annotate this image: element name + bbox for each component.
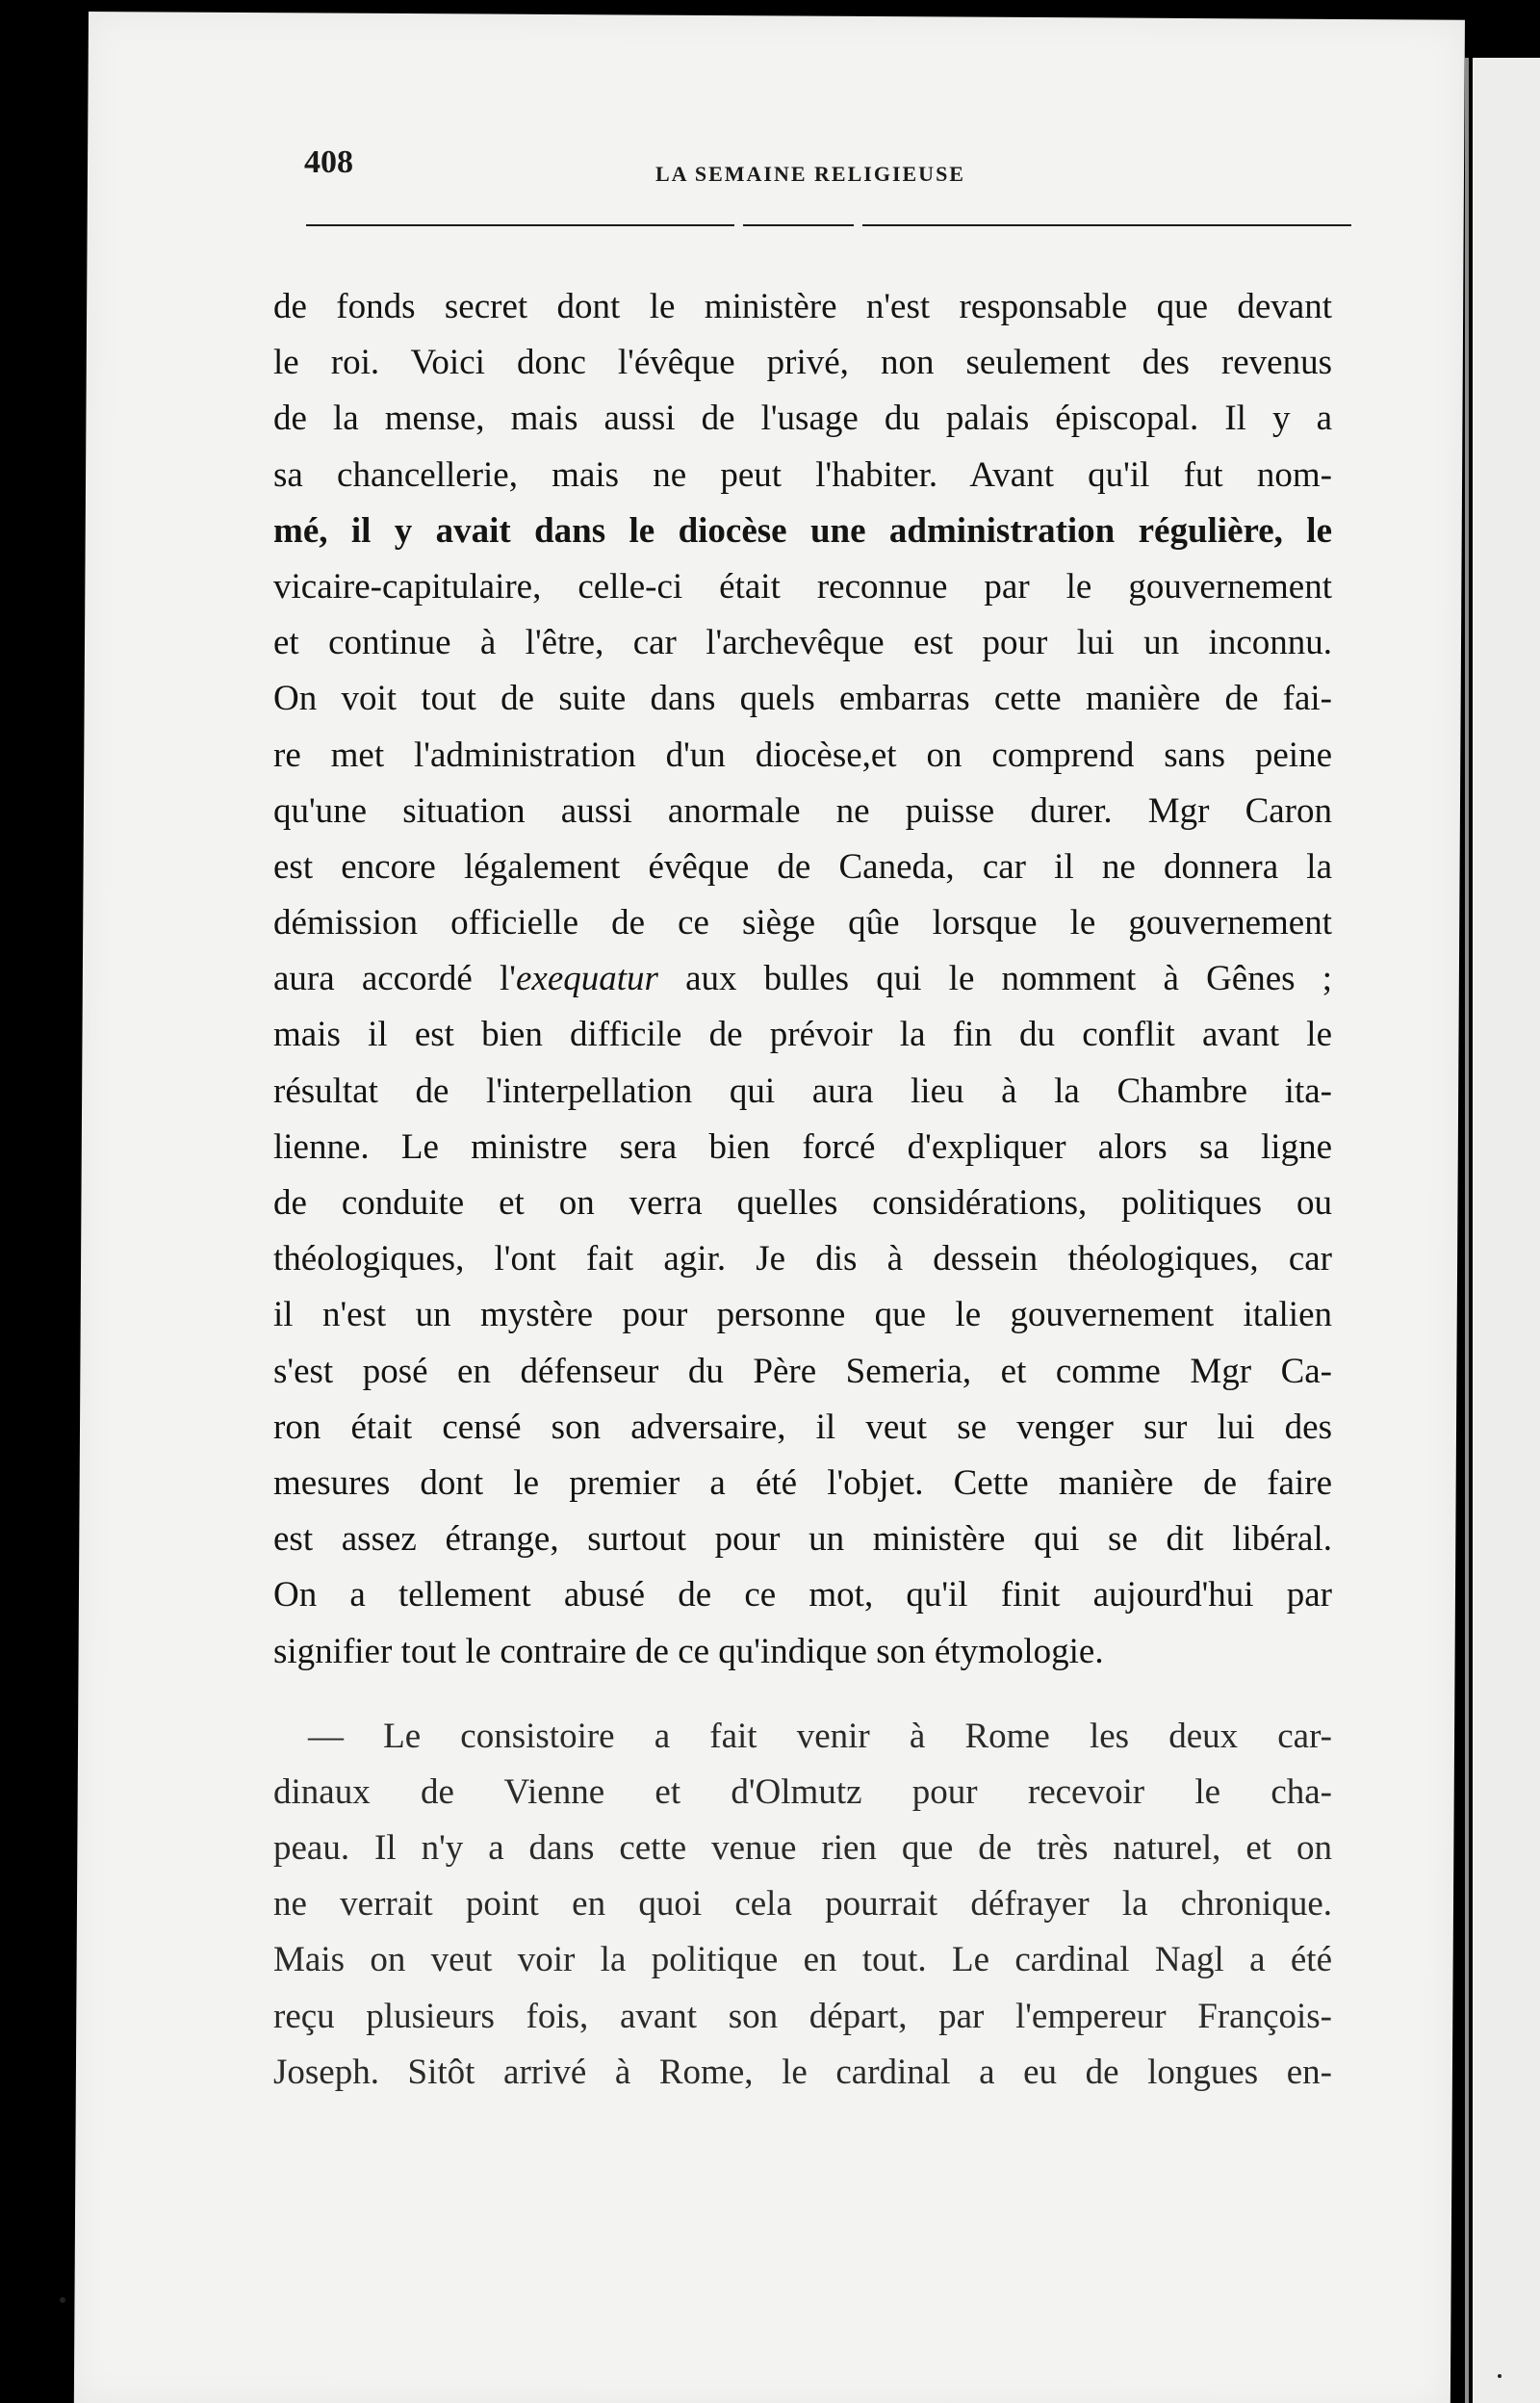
text-line: est assez étrange, surtout pour un ministère qui se dit libéral. — [273, 1519, 1332, 1560]
text-line: reçu plusieurs fois, avant son départ, par l'empereur François- — [273, 1996, 1332, 2036]
text-line: ron était censé son adversaire, il veut se venger sur lui des — [273, 1407, 1332, 1447]
text-line: Mais on veut voir la politique en tout. Le cardinal Nagl a été — [273, 1940, 1332, 1980]
text-line: — Le consistoire a fait venir à Rome les deux car- — [308, 1716, 1332, 1756]
text-line: re met l'administration d'un diocèse,et on comprend sans peine — [273, 735, 1332, 775]
text-line: de la mense, mais aussi de l'usage du palais épiscopal. Il y a — [273, 399, 1332, 439]
italic-term: exequatur — [515, 959, 658, 999]
text-line: de fonds secret dont le ministère n'est responsable que devant — [273, 287, 1332, 326]
text-line — [273, 951, 1332, 1007]
text-line: mesures dont le premier a été l'objet. Cette manière de faire — [273, 1462, 1332, 1503]
text-line: dinaux de Vienne et d'Olmutz pour recevoir le cha- — [273, 1771, 1332, 1812]
text-run: aura accordé l' — [273, 959, 516, 999]
header-rule-left — [306, 224, 734, 226]
page-header — [304, 144, 1353, 202]
header-rule-middle — [743, 224, 854, 226]
paragraph — [273, 279, 1332, 1680]
text-line: Joseph. Sitôt arrivé à Rome, le cardinal a eu de longues en- — [273, 2052, 1332, 2092]
text-line: On voit tout de suite dans quels embarras cette manière de fai- — [273, 679, 1332, 719]
text-line: théologiques, l'ont fait agir. Je dis à dessein théologiques, car — [273, 1239, 1332, 1279]
text-line: et continue à l'être, car l'archevêque est pour lui un inconnu. — [273, 623, 1332, 663]
scan-speck — [60, 2297, 65, 2303]
text-line: s'est posé en défenseur du Père Semeria, et comme Mgr Ca- — [273, 1351, 1332, 1391]
text-line: mé, il y avait dans le diocèse une administration régulière, le — [273, 510, 1332, 551]
paragraph — [273, 1709, 1332, 2101]
text-line: signifier tout le contraire de ce qu'indique son étymologie. — [273, 1631, 1104, 1671]
page-number: 408 — [304, 144, 353, 180]
text-line: On a tellement abusé de ce mot, qu'il finit aujourd'hui par — [273, 1575, 1332, 1615]
text-line: lienne. Le ministre sera bien forcé d'expliquer alors sa ligne — [273, 1126, 1332, 1167]
adjacent-page-strip — [1473, 58, 1540, 2403]
text-line: de conduite et on verra quelles considérations, politiques ou — [273, 1183, 1332, 1223]
page-edge — [1465, 58, 1469, 2403]
text-line: qu'une situation aussi anormale ne puisse durer. Mgr Caron — [273, 790, 1332, 831]
text-line: vicaire-capitulaire, celle-ci était reconnue par le gouvernement — [273, 566, 1332, 607]
running-title: LA SEMAINE RELIGIEUSE — [655, 162, 965, 186]
header-rule-right — [862, 224, 1351, 226]
scan-speck — [1498, 2374, 1502, 2378]
text-line: mais il est bien difficile de prévoir la fin du conflit avant le — [273, 1015, 1332, 1055]
text-line: sa chancellerie, mais ne peut l'habiter. Avant qu'il fut nom- — [273, 454, 1332, 495]
text-line: ne verrait point en quoi cela pourrait défrayer la chronique. — [273, 1884, 1332, 1925]
text-line: démission officielle de ce siège qûe lorsque le gouvernement — [273, 903, 1332, 943]
text-line: il n'est un mystère pour personne que le gouvernement italien — [273, 1295, 1332, 1335]
paragraph-gap — [273, 1680, 1332, 1709]
text-line: peau. Il n'y a dans cette venue rien que de très naturel, et on — [273, 1828, 1332, 1869]
text-line: le roi. Voici donc l'évêque privé, non seulement des revenus — [273, 343, 1332, 383]
text-line: est encore légalement évêque de Caneda, car il ne donnera la — [273, 846, 1332, 887]
body-text — [273, 279, 1332, 2101]
text-line: résultat de l'interpellation qui aura lieu à la Chambre ita- — [273, 1071, 1332, 1111]
text-run: aux bulles qui le nomment à Gênes ; — [657, 959, 1332, 999]
